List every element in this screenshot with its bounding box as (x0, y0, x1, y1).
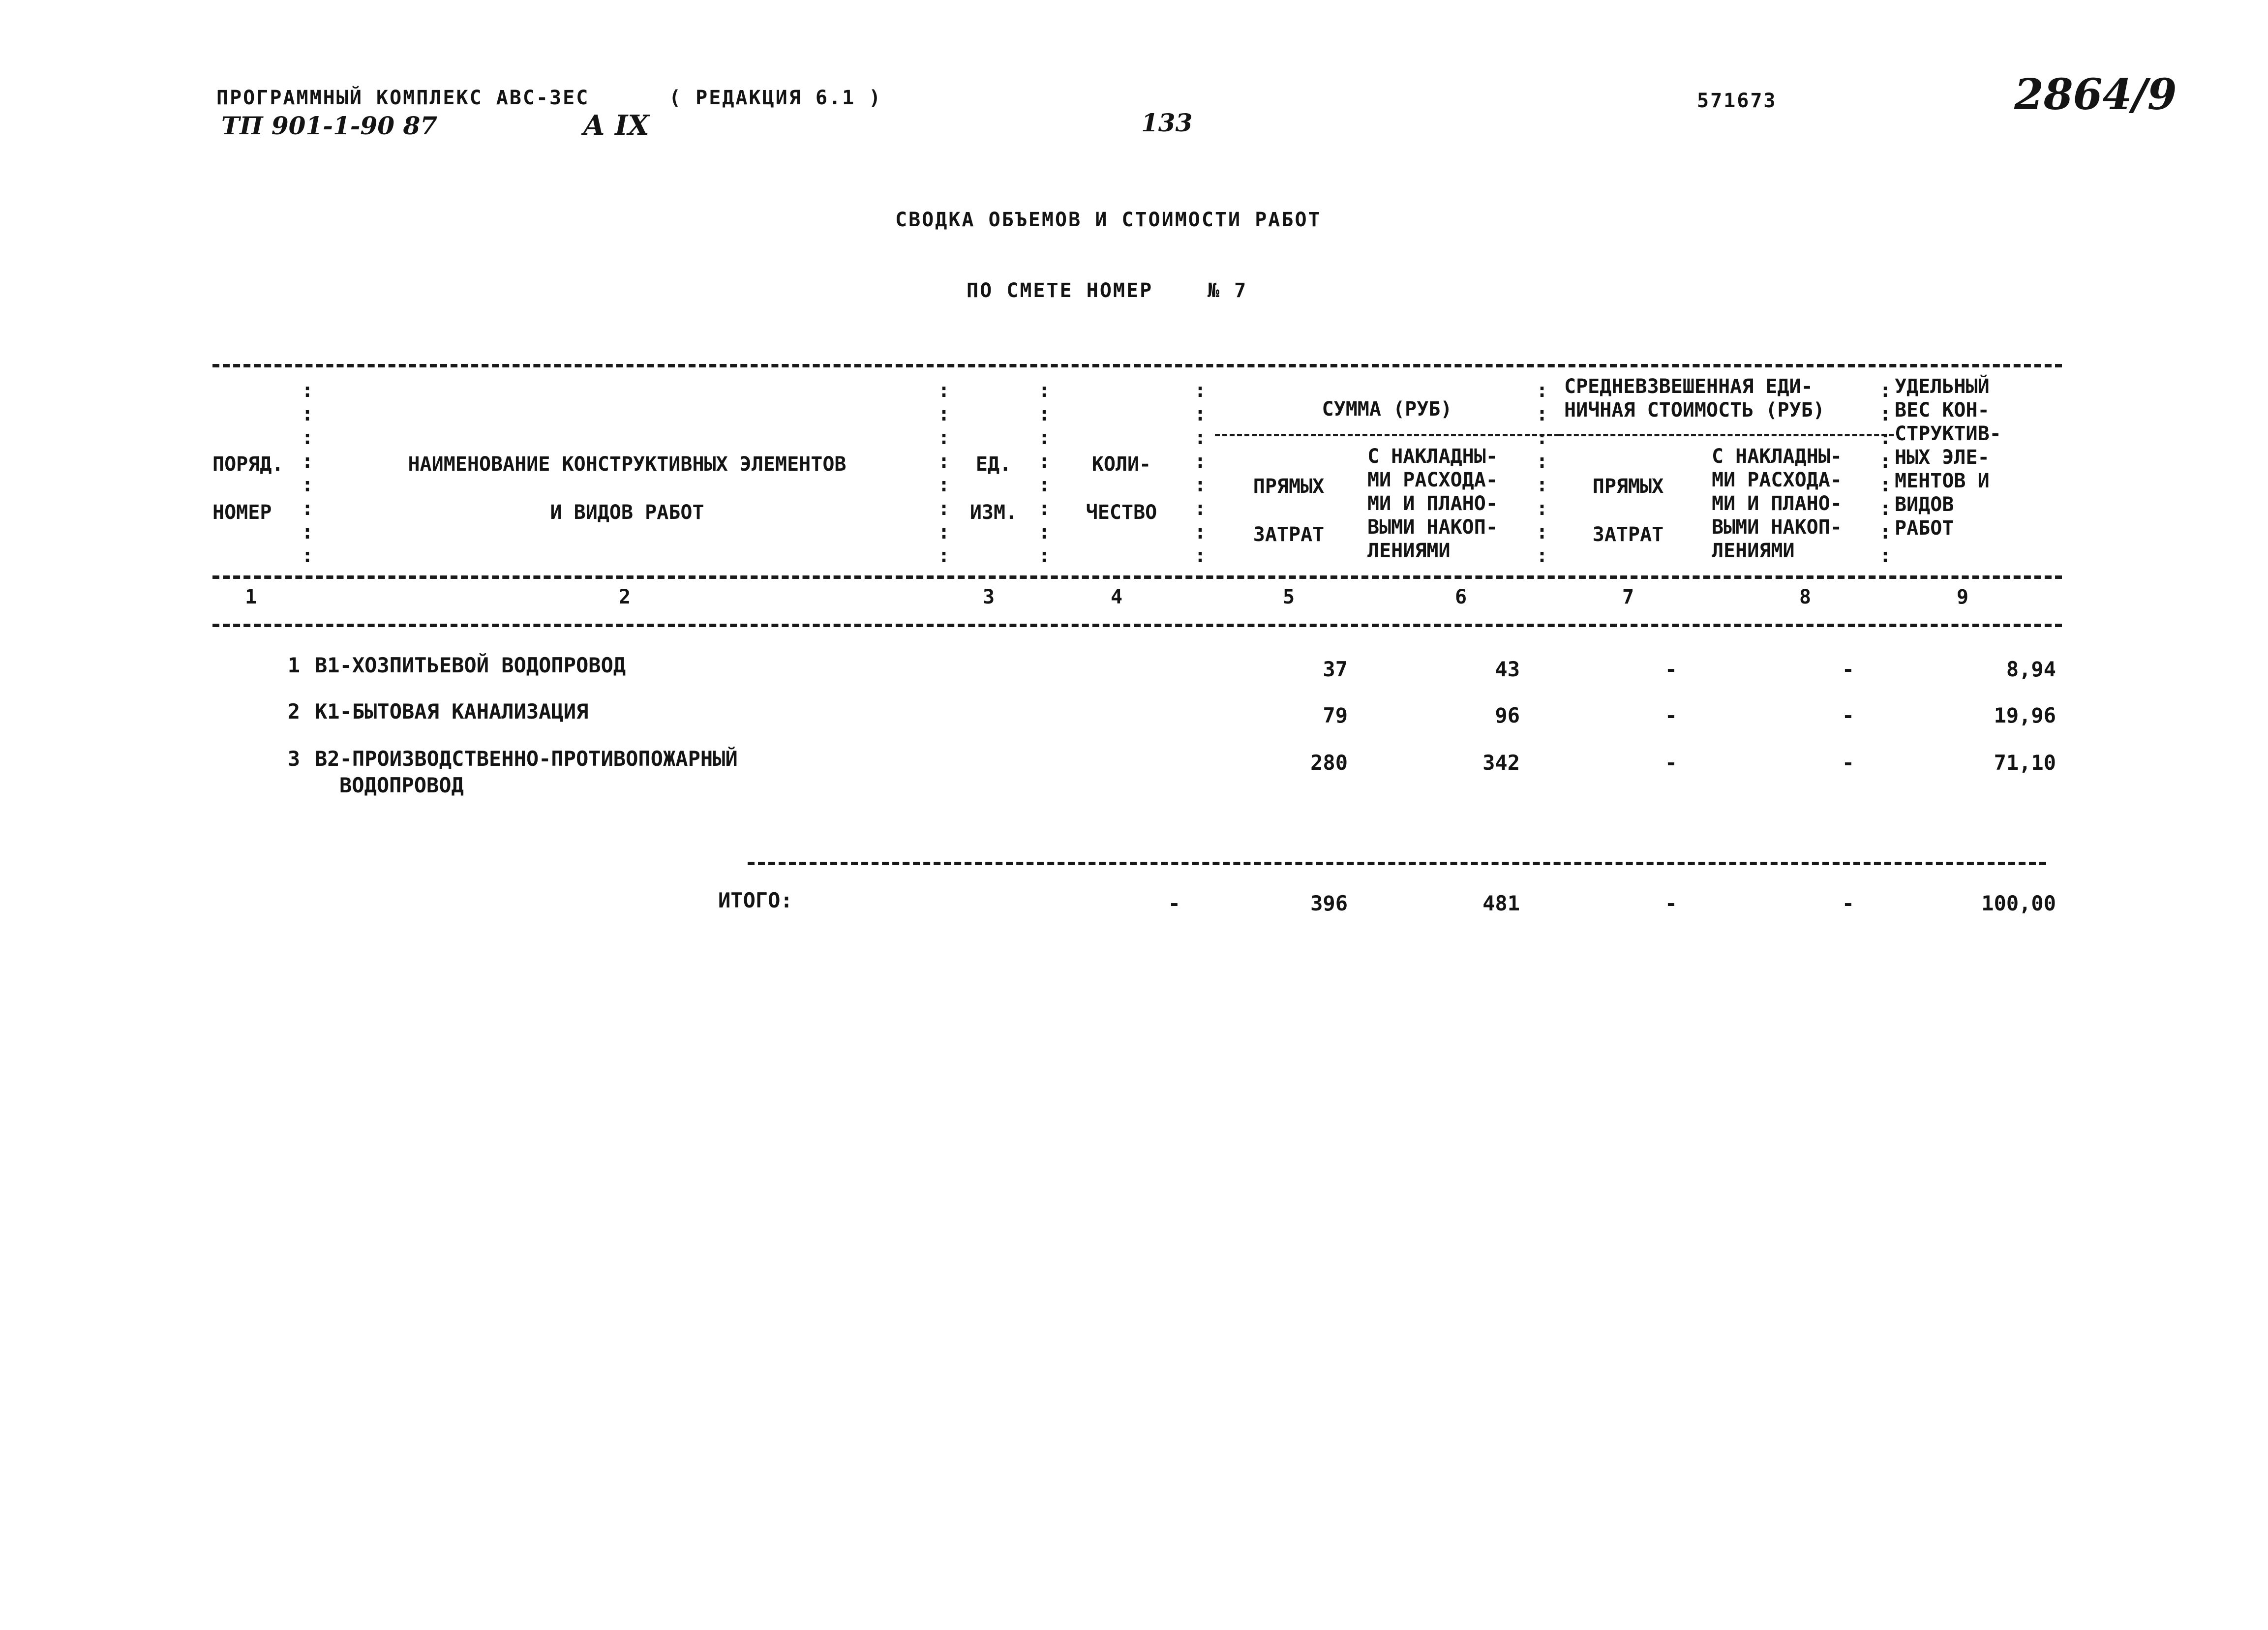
row-number: 2 (287, 699, 300, 724)
direct-costs: 79 (1323, 703, 1348, 727)
costs-with-overheads: 96 (1495, 703, 1520, 727)
direct-costs: 280 (1310, 751, 1348, 775)
separator-2: : : : : : : : : (937, 379, 950, 567)
colnum-8: 8 (1799, 586, 1812, 608)
col1-header: ПОРЯД. НОМЕР (212, 453, 284, 524)
colnum-9: 9 (1956, 586, 1969, 608)
avg-direct-costs: - (1664, 703, 1677, 727)
table-top-rule (212, 364, 2062, 367)
col3-header: ЕД. ИЗМ. (969, 453, 1018, 524)
total-avg-direct-costs: - (1664, 891, 1677, 915)
col9-header: УДЕЛЬНЫЙ ВЕС КОН- СТРУКТИВ- НЫХ ЭЛЕ- МЕНТОВ И ВИДОВ РАБОТ (1895, 375, 2001, 540)
row-number: 1 (287, 653, 300, 677)
separator-6: : : : : : : : : (1879, 379, 1892, 567)
project-code: ТП 901-1-90 87 (221, 111, 438, 140)
colnum-4: 4 (1110, 586, 1123, 608)
avg-costs-with-overheads: - (1842, 751, 1854, 775)
col5-header: ПРЯМЫХ ЗАТРАТ (1253, 475, 1325, 546)
total-avg-costs-with-overheads: - (1842, 891, 1854, 915)
colnum-7: 7 (1622, 586, 1634, 608)
estimate-number: № 7 (1208, 279, 1248, 302)
album-mark: А IX (583, 109, 649, 142)
col6-header: С НАКЛАДНЫ- МИ РАСХОДА- МИ И ПЛАНО- ВЫМИ НАКОП- ЛЕНИЯМИ (1367, 445, 1498, 562)
specific-weight: 19,96 (1994, 703, 2056, 727)
total-label: ИТОГО: (718, 888, 793, 912)
doc-number: 571673 (1697, 90, 1777, 112)
avg-group-rule (1559, 434, 1894, 436)
colnum-5: 5 (1282, 586, 1295, 608)
page-number: 133 (1141, 108, 1193, 137)
edition: ( РЕДАКЦИЯ 6.1 ) (669, 87, 882, 109)
costs-with-overheads: 43 (1495, 657, 1520, 681)
row-name: К1-БЫТОВАЯ КАНАЛИЗАЦИЯ (315, 699, 589, 724)
total-rule (748, 862, 2046, 865)
costs-with-overheads: 342 (1482, 751, 1520, 775)
avg-direct-costs: - (1664, 751, 1677, 775)
separator-1: : : : : : : : : (301, 379, 314, 567)
row-name: В2-ПРОИЗВОДСТВЕННО-ПРОТИВОПОЖАРНЫЙ (315, 747, 738, 771)
avg-direct-costs: - (1664, 657, 1677, 681)
separator-4: : : : : : : : : (1194, 379, 1207, 567)
row-number: 3 (287, 747, 300, 771)
sheet-mark: 2864/9 (2014, 70, 2177, 120)
header-bottom-rule (212, 575, 2062, 579)
total-specific-weight: 100,00 (1981, 891, 2056, 915)
document-title: СВОДКА ОБЪЕМОВ И СТОИМОСТИ РАБОТ (895, 209, 1322, 231)
program-name: ПРОГРАММНЫЙ КОМПЛЕКС АВС-3ЕС (216, 87, 590, 109)
specific-weight: 8,94 (2006, 657, 2056, 681)
total-quantity: - (1168, 891, 1180, 915)
estimate-label: ПО СМЕТЕ НОМЕР (967, 279, 1153, 302)
avg-group-header: СРЕДНЕВЗВЕШЕННАЯ ЕДИ- НИЧНАЯ СТОИМОСТЬ (РУБ) (1564, 375, 1825, 422)
col2-header: НАИМЕНОВАНИЕ КОНСТРУКТИВНЫХ ЭЛЕМЕНТОВ И ВИДОВ РАБОТ (408, 453, 847, 524)
sum-group-header: СУММА (РУБ) (1322, 398, 1452, 421)
col7-header: ПРЯМЫХ ЗАТРАТ (1592, 475, 1664, 546)
colnum-2: 2 (618, 586, 631, 608)
separator-5: : : : : : : : : (1536, 379, 1548, 567)
total-costs-with-overheads: 481 (1482, 891, 1520, 915)
sum-group-rule (1215, 434, 1559, 436)
avg-costs-with-overheads: - (1842, 703, 1854, 727)
colnum-3: 3 (982, 586, 995, 608)
colnum-6: 6 (1454, 586, 1467, 608)
row-name: В1-ХОЗПИТЬЕВОЙ ВОДОПРОВОД (315, 653, 626, 677)
specific-weight: 71,10 (1994, 751, 2056, 775)
colnum-1: 1 (244, 586, 257, 608)
total-direct-costs: 396 (1310, 891, 1348, 915)
col8-header: С НАКЛАДНЫ- МИ РАСХОДА- МИ И ПЛАНО- ВЫМИ НАКОП- ЛЕНИЯМИ (1712, 445, 1842, 562)
col4-header: КОЛИ- ЧЕСТВО (1086, 453, 1157, 524)
direct-costs: 37 (1323, 657, 1348, 681)
numbers-bottom-rule (212, 624, 2062, 627)
separator-3: : : : : : : : : (1038, 379, 1051, 567)
row-name-continued: ВОДОПРОВОД (339, 773, 464, 797)
avg-costs-with-overheads: - (1842, 657, 1854, 681)
